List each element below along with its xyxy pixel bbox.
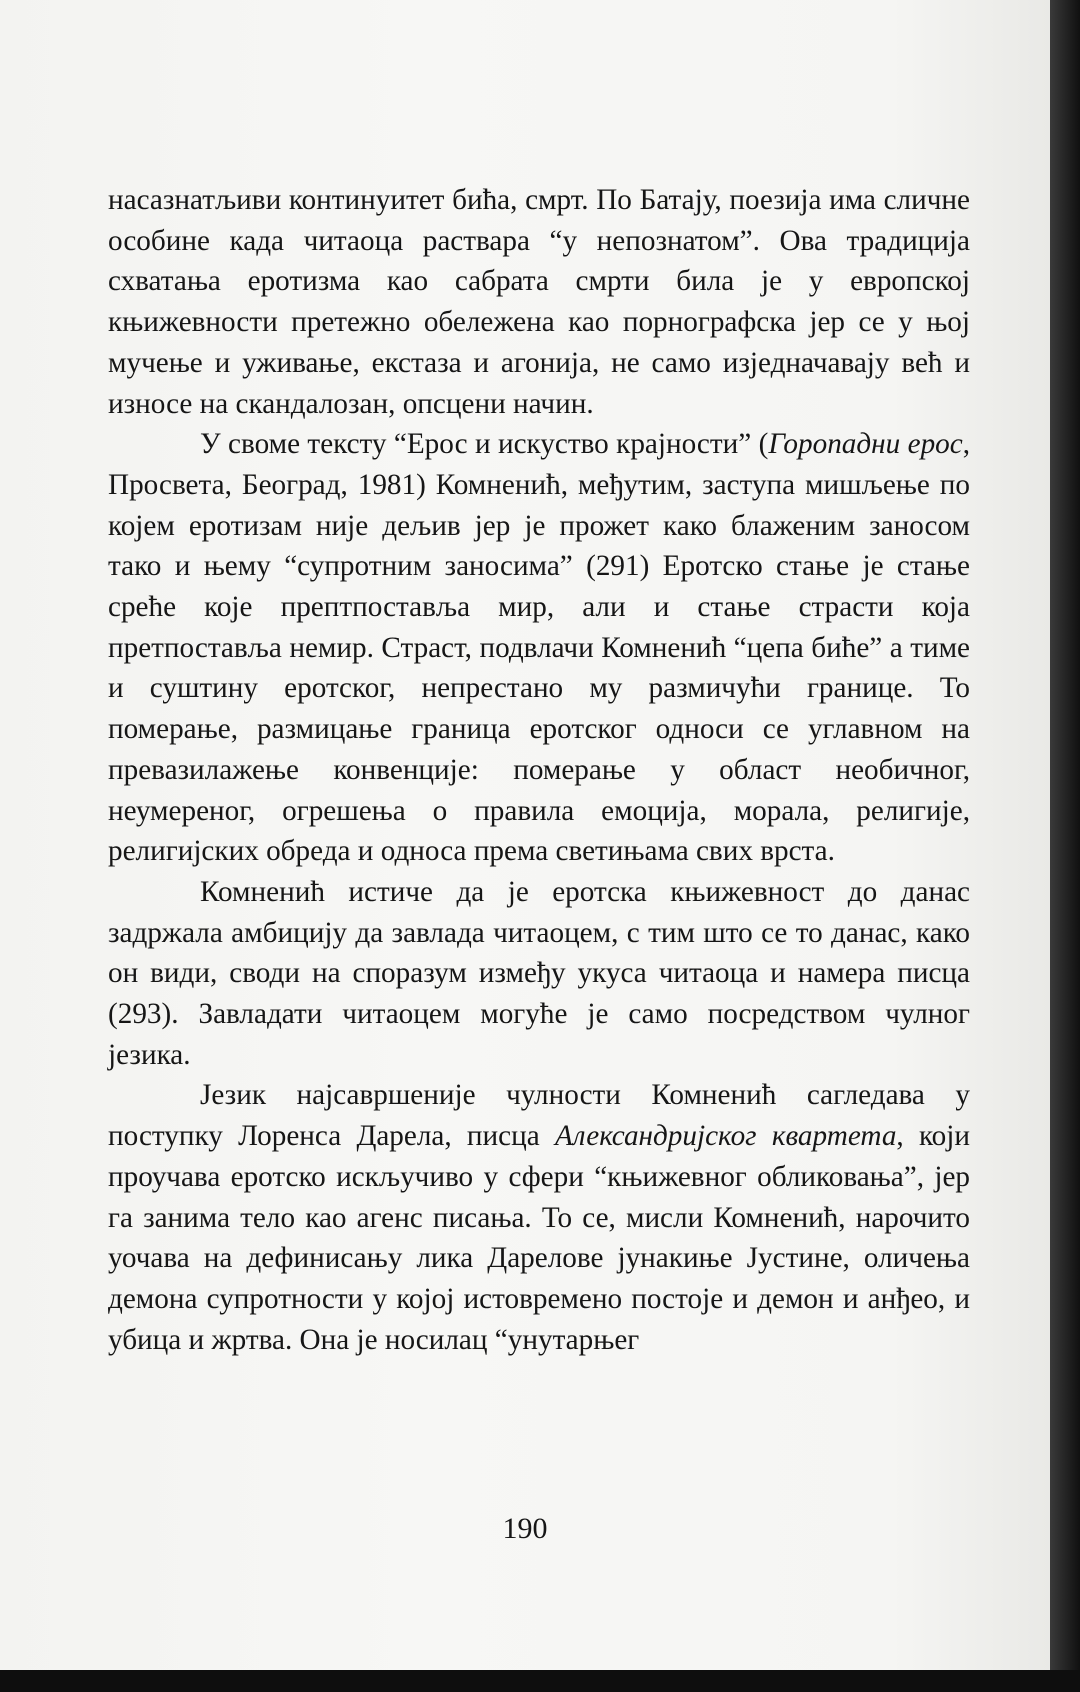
paragraph-4-text-b: , који проучава еротско искључиво у сфери “књижевног обликовања”, јер га занима тело као агенс писања. То се, мисли Комненић, нарочито уочава на дефинисању лика Дарелове јунакиње Јустине, оличења демона супротности у којој истовремено постоје и демон и анђео, и убица и жртва. Она је носилац “унутарњег (108, 1120, 970, 1356)
paragraph-2 (108, 424, 970, 872)
paragraph-2-text-b: , Просвета, Београд, 1981) Комненић, међутим, заступа мишљење по којем еротизам није дељив јер је прожет како блаженим заносом тако и њему “супротним заносима” (291) Еротско стање је стање среће које прептпоставља мир, али и стање страсти која претпоставља немир. Страст, подвлачи Комненић “цепа биће” а тиме и суштину еротског, непрестано му размичући границе. То померање, размицање граница еротског односи се углавном на превазилажење конвенције: померање у област необичног, неумереног, огрешења о правила емоција, морала, религије, религијских обреда и односа према светињама свих врста. (108, 428, 971, 868)
paragraph-1 (108, 180, 970, 424)
book-title-aleksandrijski-kvartet: Александријског квартета (554, 1120, 897, 1153)
paragraph-3 (108, 872, 970, 1076)
paragraph-4 (108, 1075, 970, 1360)
paragraph-1-text: насазнатљиви континуитет бића, смрт. По Батају, поезија има сличне особине када читаоца раствара “у непознатом”. Ова традиција схватања еротизма као сабрата смрти била је у европској књижевности претежно обележена као порнографска јер се у њој мучење и уживање, екстаза и агонија, не само изједначавају већ и износе на скандалозан, опсцени начин. (108, 184, 970, 420)
paragraph-4-text-a: Језик најсавршеније чулности Комненић сагледава у поступку Лоренса Дарела, писца (108, 1079, 970, 1153)
body-text (108, 180, 970, 1360)
page-number: 190 (502, 1512, 548, 1545)
paragraph-2-text-a: У своме тексту “Ерос и искуство крајности” ( (200, 428, 769, 461)
book-title-goropadni-eros: Горопадни ерос (768, 428, 963, 461)
scan-bottom-edge (0, 1670, 1080, 1692)
paragraph-3-text: Комненић истиче да је еротска књижевност до данас задржала амбицију да завлада читаоцем, с тим што се то данас, како он види, своди на споразум између укуса читаоца и намера писца (293). Завладати читаоцем могуће је само посредством чулног језика. (108, 875, 970, 1071)
book-edge-shadow (1050, 0, 1080, 1692)
